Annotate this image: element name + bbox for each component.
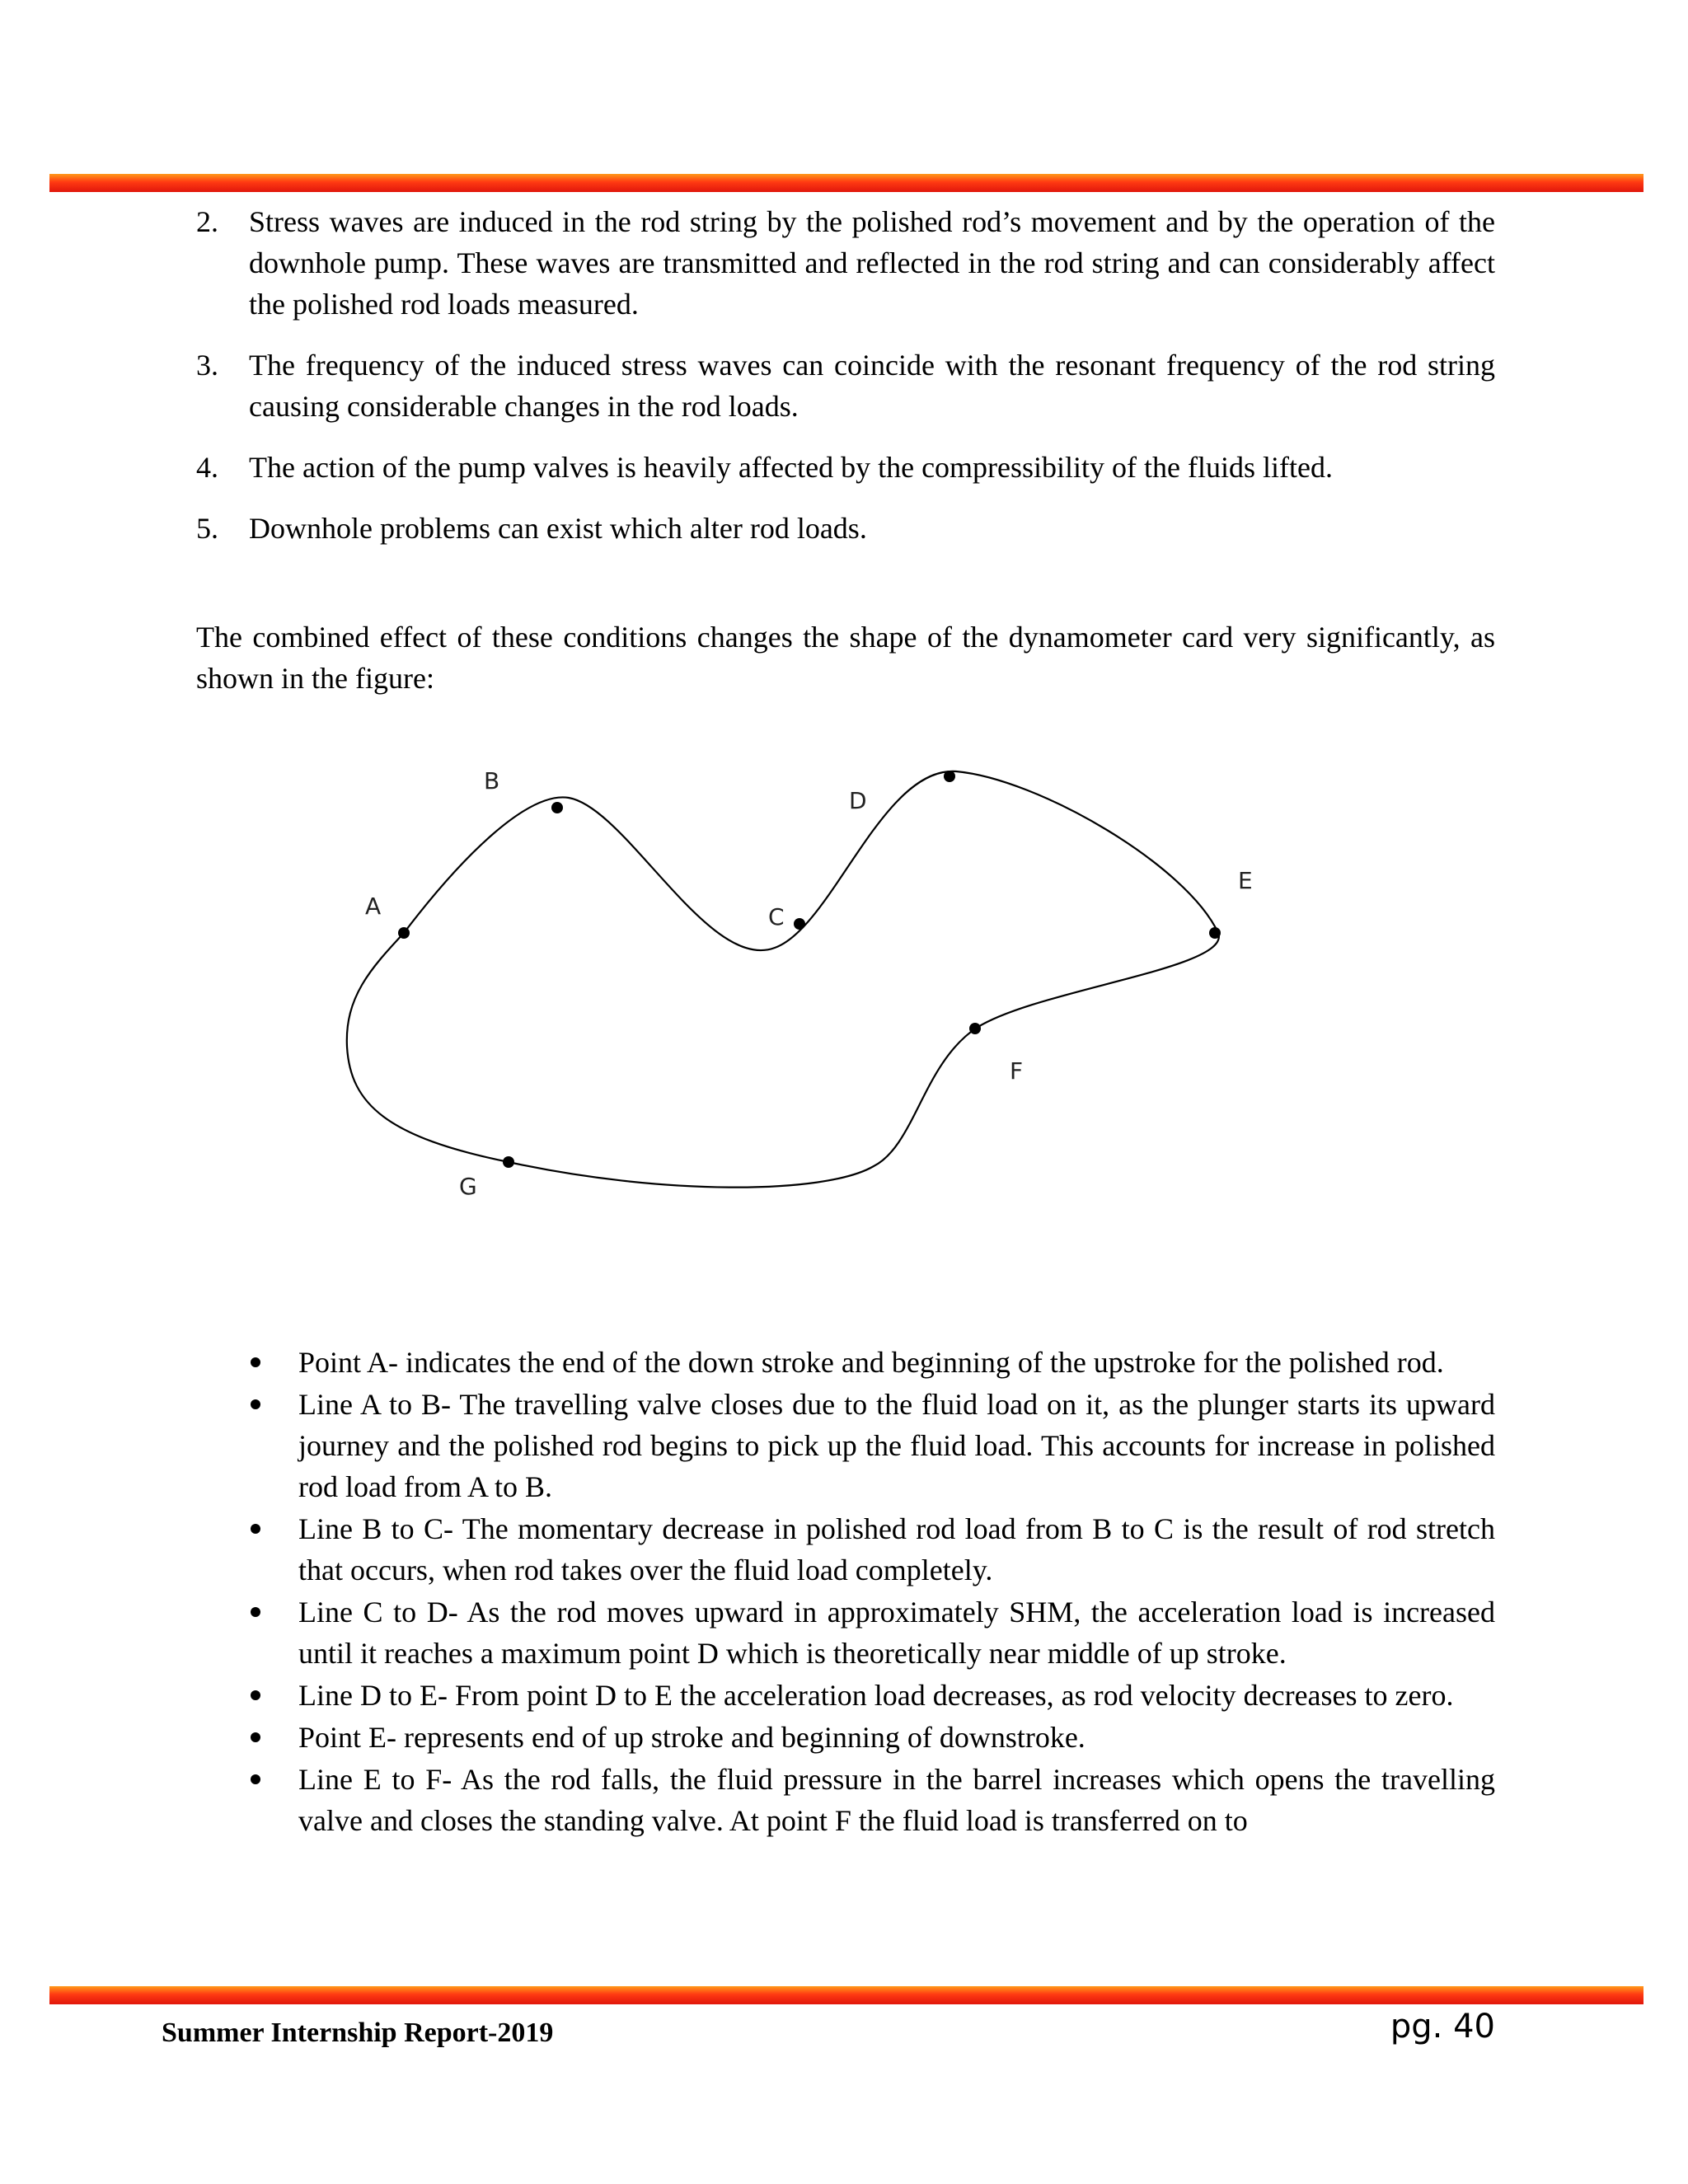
footer-divider-bar [49,1986,1643,2004]
bullet-item: Line C to D- As the rod moves upward in approximately SHM, the acceleration load is increased until it reaches a maximum point D which is theoretically near middle of up stroke. [247,1591,1495,1674]
body-paragraph: The combined effect of these conditions changes the shape of the dynamometer card very significantly, as shown in the figure: [196,621,1495,695]
point-d-marker [944,771,955,782]
page-number: pg. 40 [1390,2008,1495,2046]
header-divider-bar [49,174,1643,192]
label-a: A [365,893,382,920]
bullet-icon [251,1690,260,1700]
point-c-marker [794,918,805,930]
list-item: 2. Stress waves are induced in the rod string by the polished rod’s movement and by the operation of the downhole pump. These waves are transmitted and reflected in the rod string and can considerably affect the polished rod loads measured. [196,205,1495,321]
label-d: D [849,787,867,814]
bullet-item: Line B to C- The momentary decrease in polished rod load from B to C is the result of rod stretch that occurs, when rod takes over the fluid load completely. [247,1508,1495,1591]
bullet-list [247,1342,1495,1842]
footer-report-title: Summer Internship Report-2019 [162,2018,554,2048]
bullet-item: Line E to F- As the rod falls, the fluid pressure in the barrel increases which opens the travelling valve and closes the standing valve. At point F the fluid load is transferred on to [247,1759,1495,1841]
label-e: E [1238,867,1253,894]
label-c: C [768,903,785,930]
bullet-icon [251,1357,260,1367]
list-item: 3. The frequency of the induced stress waves can coincide with the resonant frequency of the rod string causing considerable changes in the rod loads. [196,349,1495,423]
list-item: 5. Downhole problems can exist which alter rod loads. [196,512,867,545]
point-f-marker [969,1023,981,1034]
list-item: 4. The action of the pump valves is heavily affected by the compressibility of the fluids lifted. [196,451,1333,484]
point-e-marker [1209,927,1221,939]
point-a-marker [398,927,410,939]
bullet-item: Point A- indicates the end of the down stroke and beginning of the upstroke for the polished rod. [247,1342,1495,1383]
bullet-icon [251,1774,260,1784]
bullet-item: Line D to E- From point D to E the acceleration load decreases, as rod velocity decreases to zero. [247,1675,1495,1716]
bullet-icon [251,1399,260,1409]
numbered-list [196,201,1495,569]
label-b: B [484,767,500,794]
point-g-marker [503,1156,514,1168]
bullet-item: Point E- represents end of up stroke and beginning of downstroke. [247,1717,1495,1758]
bullet-item: Line A to B- The travelling valve closes due to the fluid load on it, as the plunger starts its upward journey and the polished rod begins to pick up the fluid load. This accounts for increase in polished rod load from A to B. [247,1384,1495,1507]
dynamometer-card-figure [330,748,1278,1243]
point-b-marker [551,802,563,813]
bullet-icon [251,1732,260,1742]
bullet-icon [251,1524,260,1534]
label-g: G [459,1173,477,1200]
dynamometer-card-curve [347,771,1219,1188]
label-f: F [1010,1057,1024,1085]
bullet-icon [251,1607,260,1617]
